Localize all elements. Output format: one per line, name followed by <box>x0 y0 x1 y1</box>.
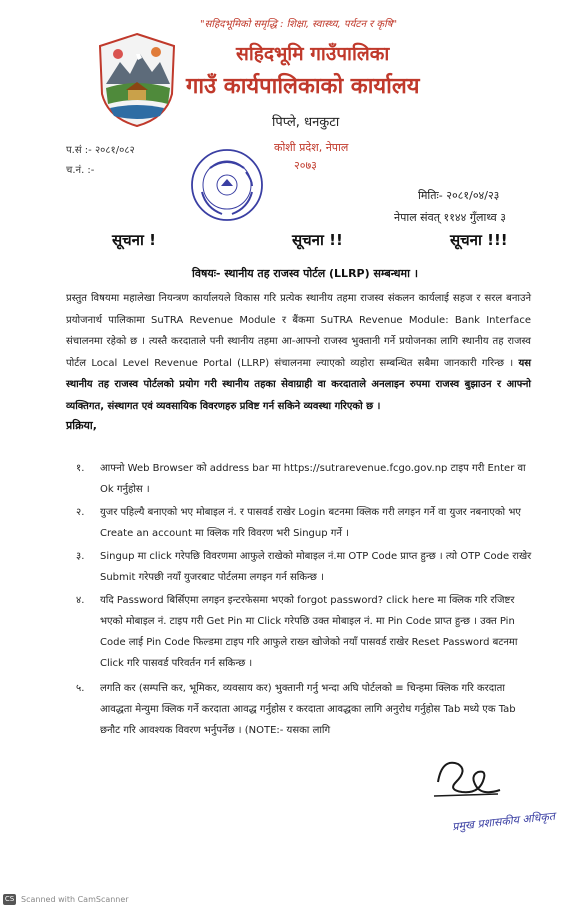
municipality-logo <box>96 32 178 128</box>
motto: "सहिदभूमिको समृद्धि : शिक्षा, स्वास्थ्य, पर्यटन र कृषि" <box>200 19 398 30</box>
body-paragraph <box>66 288 531 417</box>
official-seal <box>188 146 266 224</box>
scanner-watermark <box>0 892 584 910</box>
step-text: Singup मा click गरेपछि विवरणमा आफुले राखेको मोबाइल नं.मा OTP Code प्राप्त हुन्छ । त्यो OTP Code राखेर Submit गरेपछी नयाँ युजरबाट पोर्टलमा लगइन गर्न सकिन्छ । <box>100 551 532 583</box>
step-text: आफ्नो Web Browser को address bar मा https://sutrarevenue.fcgo.gov.np टाइप गरी Enter वा Ok गर्नुहोस । <box>100 463 526 495</box>
established-year: २०७३ <box>294 159 317 172</box>
municipality-name: सहिदभूमि गाउँपालिका <box>236 43 390 65</box>
step-number: ४. <box>76 595 85 606</box>
date: मितिः- २०८१/०४/२३ <box>418 189 500 202</box>
step-1 <box>76 458 532 500</box>
notice-heading-2: सूचना !! <box>292 231 343 249</box>
subject-line: विषयः- स्थानीय तह राजस्व पोर्टल (LLRP) सम्बन्धमा । <box>192 267 418 280</box>
province-country: कोशी प्रदेश, नेपाल <box>274 141 349 154</box>
procedure-label: प्रक्रिया, <box>66 419 97 432</box>
step-number: १. <box>76 463 85 474</box>
step-3 <box>76 546 532 588</box>
camscanner-icon: CS <box>4 895 15 903</box>
step-2 <box>76 502 532 544</box>
nepal-samvat-date: नेपाल संवत् ११४४ गुँलाथ्व ३ <box>394 211 506 224</box>
body-bold-text: यस स्थानीय तह राजस्व पोर्टलको प्रयोग गरी स्थानीय तहका सेवाग्राही वा करदाताले अनलाइन रुपमा राजस्व बुझाउन र आफ्नो व्यक्तिगत, संस्थागत एवं व्यवसायिक विवरणहरु प्रविष्ट गर्न सकिने व्यवस्था गरिएको छ । <box>66 357 531 412</box>
notice-heading-1: सूचना ! <box>112 231 156 249</box>
body-text: प्रस्तुत विषयमा महालेखा नियन्त्रण कार्यालयले विकास गरि प्रत्येक स्थानीय तहमा राजस्व संकलन कार्यलाई सहज र सरल बनाउने प्रयोजनार्थ पालिकामा SuTRA Revenue Module र बैंकमा SuTRA Revenue Module: Bank Interface संचालनमा रहेको छ । त्यस्तै करदाताले पनी स्थानीय तहमा आ-आफ्नो राजस्व भुक्तानी गर्ने प्रयोजनका लागि स्थानीय तह राजस्व पोर्टल Local Level Revenue Portal (LLRP) संचालनमा ल्याएको व्यहोरा सम्बन्धित सबैमा जानकारी गरिन्छ । <box>66 293 531 369</box>
dispatch-number: च.नं. :- <box>66 165 95 176</box>
step-text: लगति कर (सम्पत्ति कर, भूमिकर, व्यवसाय कर) भुक्तानी गर्नु भन्दा अघि पोर्टलको ≡ चिन्हमा क्लिक गरि करदाता आवद्धता मेन्युमा क्लिक गर्ने करदाता आवद्ध गर्नुहोस र करदाता आवद्धका लागि अनुरोध गर्नुहोस Tab मध्ये एक Tab छनौट गरि आवश्यक विवरण भर्नुपर्नेछ । (NOTE:- यसका लागि <box>100 683 516 736</box>
signatory-title: प्रमुख प्रशासकीय अधिकृत <box>451 809 556 834</box>
office-location: पिप्ले, धनकुटा <box>272 115 340 130</box>
signature <box>428 752 508 804</box>
step-text: युजर पहिल्यै बनाएको भए मोबाइल नं. र पासवर्ड राखेर Login बटनमा क्लिक गरी लगइन गर्ने वा युजर नबनाएको भए Create an account मा क्लिक गरि विवरण भरी Singup गर्ने । <box>100 507 521 539</box>
step-number: ५. <box>76 683 85 694</box>
step-number: २. <box>76 507 85 518</box>
step-number: ३. <box>76 551 85 562</box>
scanner-text: Scanned with CamScanner <box>21 895 129 904</box>
step-4 <box>76 590 532 674</box>
notice-heading-3: सूचना !!! <box>450 231 508 249</box>
letter-number: प.सं :- २०८१/०८२ <box>66 145 135 156</box>
step-text: यदि Password बिर्सिएमा लगइन इन्टरफेसमा भएको forgot password? click here मा क्लिक गरि रजिष्टर भएको मोबाइल नं. टाइप गरी Get Pin मा Click गरेपछि उक्त मोबाइल नं. मा Pin Code प्राप्त हुन्छ । उक्त Pin Code लाई Pin Code फिल्डमा टाइप गरि आफुले राख्न खोजेको नयाँ पासवर्ड राखेर Reset Password बटनमा Click गरि पासवर्ड परिवर्तन गर्न सकिन्छ । <box>100 595 518 669</box>
step-5 <box>76 678 532 741</box>
office-name: गाउँ कार्यपालिकाको कार्यालय <box>186 74 420 99</box>
